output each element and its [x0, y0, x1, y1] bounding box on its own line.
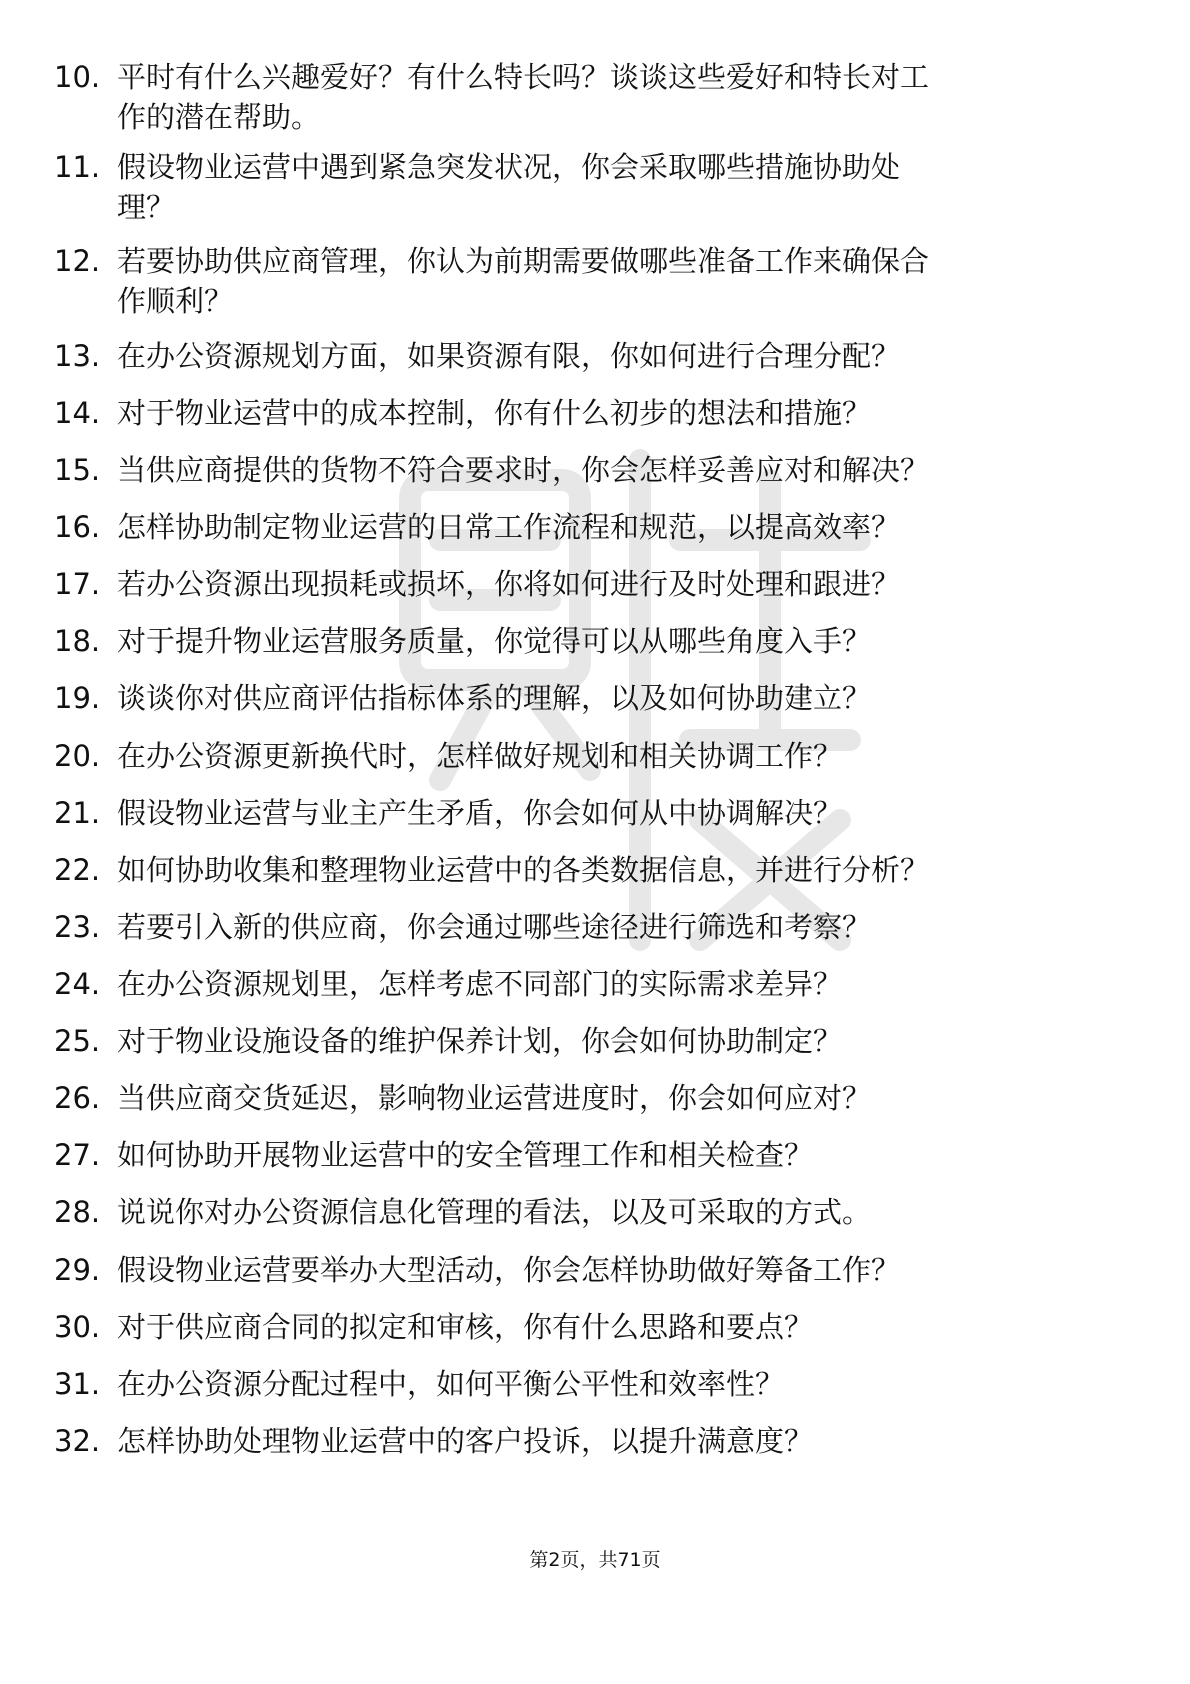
question-number: 18.: [54, 624, 101, 658]
list-item: [0, 241, 1190, 321]
list-item: [0, 1307, 1190, 1367]
question-text: 若办公资源出现损耗或损坏，你将如何进行及时处理和跟进？: [117, 567, 901, 601]
question-number: 11.: [54, 150, 101, 184]
question-number: 30.: [54, 1310, 101, 1344]
list-item: [0, 678, 1190, 738]
question-text: 对于提升物业运营服务质量，你觉得可以从哪些角度入手？: [117, 624, 872, 658]
question-number: 28.: [54, 1195, 101, 1229]
question-text: 平时有什么兴趣爱好？有什么特长吗？谈谈这些爱好和特长对工 作的潜在帮助。: [117, 60, 930, 134]
question-text: 当供应商提供的货物不符合要求时，你会怎样妥善应对和解决？: [117, 453, 930, 487]
question-text: 当供应商交货延迟，影响物业运营进度时，你会如何应对？: [117, 1081, 872, 1115]
question-text: 对于物业设施设备的维护保养计划，你会如何协助制定？: [117, 1024, 843, 1058]
question-text: 在办公资源规划里，怎样考虑不同部门的实际需求差异？: [117, 967, 843, 1001]
question-text: 怎样协助制定物业运营的日常工作流程和规范，以提高效率？: [117, 510, 901, 544]
question-number: 29.: [54, 1253, 101, 1287]
list-item: [0, 450, 1190, 510]
question-number: 32.: [54, 1424, 101, 1458]
list-item: [0, 1250, 1190, 1310]
question-text: 若要引入新的供应商，你会通过哪些途径进行筛选和考察？: [117, 910, 872, 944]
list-item: [0, 907, 1190, 967]
list-item: [0, 1421, 1190, 1481]
question-number: 24.: [54, 967, 101, 1001]
question-text: 在办公资源更新换代时，怎样做好规划和相关协调工作？: [117, 739, 843, 773]
question-number: 25.: [54, 1024, 101, 1058]
question-text: 对于供应商合同的拟定和审核，你有什么思路和要点？: [117, 1310, 814, 1344]
list-item: [0, 736, 1190, 796]
question-number: 15.: [54, 453, 101, 487]
list-item: [0, 1078, 1190, 1138]
question-text: 说说你对办公资源信息化管理的看法，以及可采取的方式。: [117, 1195, 872, 1229]
question-number: 27.: [54, 1138, 101, 1172]
list-item: [0, 1021, 1190, 1081]
question-text: 在办公资源分配过程中，如何平衡公平性和效率性？: [117, 1367, 785, 1401]
question-text: 如何协助收集和整理物业运营中的各类数据信息，并进行分析？: [117, 853, 930, 887]
list-item: [0, 564, 1190, 624]
question-text: 谈谈你对供应商评估指标体系的理解，以及如何协助建立？: [117, 681, 872, 715]
list-item: [0, 507, 1190, 567]
page-number: 第2页，共71页: [529, 1549, 661, 1571]
question-text: 假设物业运营要举办大型活动，你会怎样协助做好筹备工作？: [117, 1253, 901, 1287]
question-text: 在办公资源规划方面，如果资源有限，你如何进行合理分配？: [117, 339, 901, 373]
question-number: 20.: [54, 739, 101, 773]
question-number: 22.: [54, 853, 101, 887]
question-text: 假设物业运营与业主产生矛盾，你会如何从中协调解决？: [117, 796, 843, 830]
question-text: 如何协助开展物业运营中的安全管理工作和相关检查？: [117, 1138, 814, 1172]
list-item: [0, 393, 1190, 453]
question-number: 19.: [54, 681, 101, 715]
list-item: [0, 57, 1190, 137]
question-number: 21.: [54, 796, 101, 830]
question-number: 12.: [54, 244, 101, 278]
list-item: [0, 964, 1190, 1024]
question-number: 13.: [54, 339, 101, 373]
question-number: 23.: [54, 910, 101, 944]
list-item: [0, 147, 1190, 227]
question-number: 31.: [54, 1367, 101, 1401]
question-number: 14.: [54, 396, 101, 430]
question-number: 10.: [54, 60, 101, 94]
question-text: 怎样协助处理物业运营中的客户投诉，以提升满意度？: [117, 1424, 814, 1458]
question-number: 26.: [54, 1081, 101, 1115]
list-item: [0, 793, 1190, 853]
list-item: [0, 1135, 1190, 1195]
list-item: [0, 1192, 1190, 1252]
question-number: 16.: [54, 510, 101, 544]
list-item: [0, 621, 1190, 681]
list-item: [0, 336, 1190, 396]
list-item: [0, 1364, 1190, 1424]
question-text: 假设物业运营中遇到紧急突发状况，你会采取哪些措施协助处 理？: [117, 150, 901, 224]
list-item: [0, 850, 1190, 910]
question-text: 若要协助供应商管理，你认为前期需要做哪些准备工作来确保合 作顺利？: [117, 244, 930, 318]
question-number: 17.: [54, 567, 101, 601]
question-text: 对于物业运营中的成本控制，你有什么初步的想法和措施？: [117, 396, 872, 430]
